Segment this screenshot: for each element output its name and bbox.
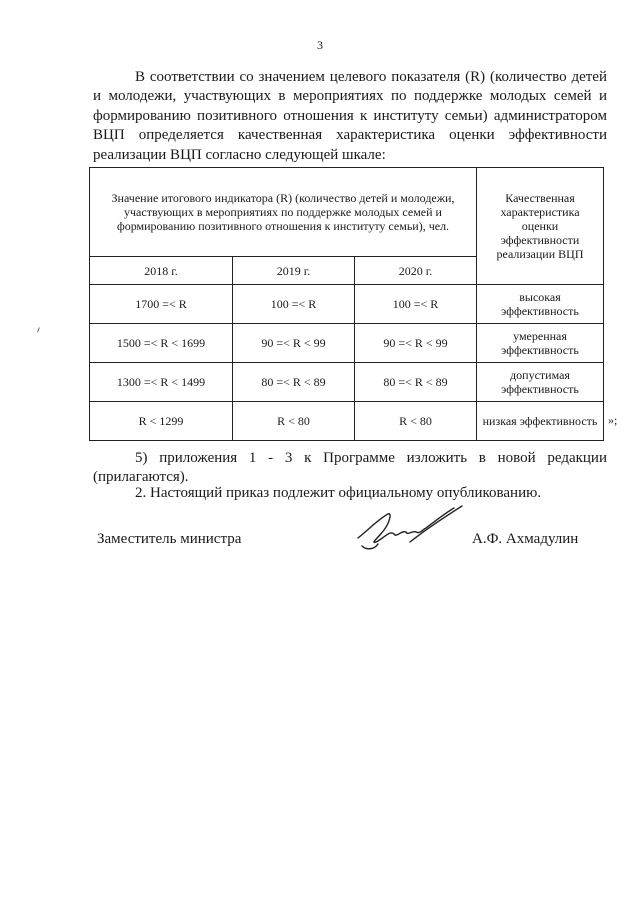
cell-2018: 1700 =< R xyxy=(90,285,233,324)
year-2018: 2018 г. xyxy=(90,257,233,285)
cell-rating: низкая эффективность xyxy=(477,402,604,441)
year-2020: 2020 г. xyxy=(355,257,477,285)
cell-2018: 1500 =< R < 1699 xyxy=(90,324,233,363)
signer-role: Заместитель министра xyxy=(97,531,242,547)
cell-2020: R < 80 xyxy=(355,402,477,441)
item-5-text: 5) приложения 1 - 3 к Программе изложить в новой редакции (прилагаются). xyxy=(93,450,607,486)
table-row xyxy=(90,363,604,402)
table-header-indicator: Значение итогового индикатора (R) (количество детей и молодежи, участвующих в мероприятиях по поддержке молодых семей и формированию позитивного отношения к институту семьи), чел. xyxy=(90,168,477,257)
efficiency-scale-table xyxy=(89,167,604,441)
margin-mark: ᐟ xyxy=(34,324,45,340)
item-2-paragraph: 2. Настоящий приказ подлежит официальному опубликованию. xyxy=(135,485,542,501)
cell-2019: 100 =< R xyxy=(233,285,355,324)
page-number: 3 xyxy=(317,38,323,52)
cell-rating: умеренная эффективность xyxy=(477,324,604,363)
cell-2020: 100 =< R xyxy=(355,285,477,324)
table-header-rating: Качественная характеристика оценки эффективности реализации ВЦП xyxy=(477,168,604,285)
cell-2020: 80 =< R < 89 xyxy=(355,363,477,402)
table-row xyxy=(90,324,604,363)
row-end-mark: »; xyxy=(608,413,618,427)
cell-rating: допустимая эффективность xyxy=(477,363,604,402)
year-2019: 2019 г. xyxy=(233,257,355,285)
intro-text: В соответствии со значением целевого показателя (R) (количество детей и молодежи, участвующих в мероприятиях по поддержке молодых семей и формированию позитивного отношения к институту семьи) администратором ВЦП определяется качественная характеристика оценки эффективности реализации ВЦП согласно следующей шкале: xyxy=(93,69,607,163)
cell-2020: 90 =< R < 99 xyxy=(355,324,477,363)
table-row xyxy=(90,285,604,324)
cell-2018: 1300 =< R < 1499 xyxy=(90,363,233,402)
cell-rating: высокая эффективность xyxy=(477,285,604,324)
cell-2019: 90 =< R < 99 xyxy=(233,324,355,363)
cell-2019: 80 =< R < 89 xyxy=(233,363,355,402)
signature-mark xyxy=(350,500,480,560)
table-row xyxy=(90,402,604,441)
cell-2019: R < 80 xyxy=(233,402,355,441)
intro-paragraph xyxy=(93,68,607,165)
signer-name: А.Ф. Ахмадулин xyxy=(472,531,579,547)
item-5-paragraph xyxy=(93,449,607,488)
cell-2018: R < 1299 xyxy=(90,402,233,441)
